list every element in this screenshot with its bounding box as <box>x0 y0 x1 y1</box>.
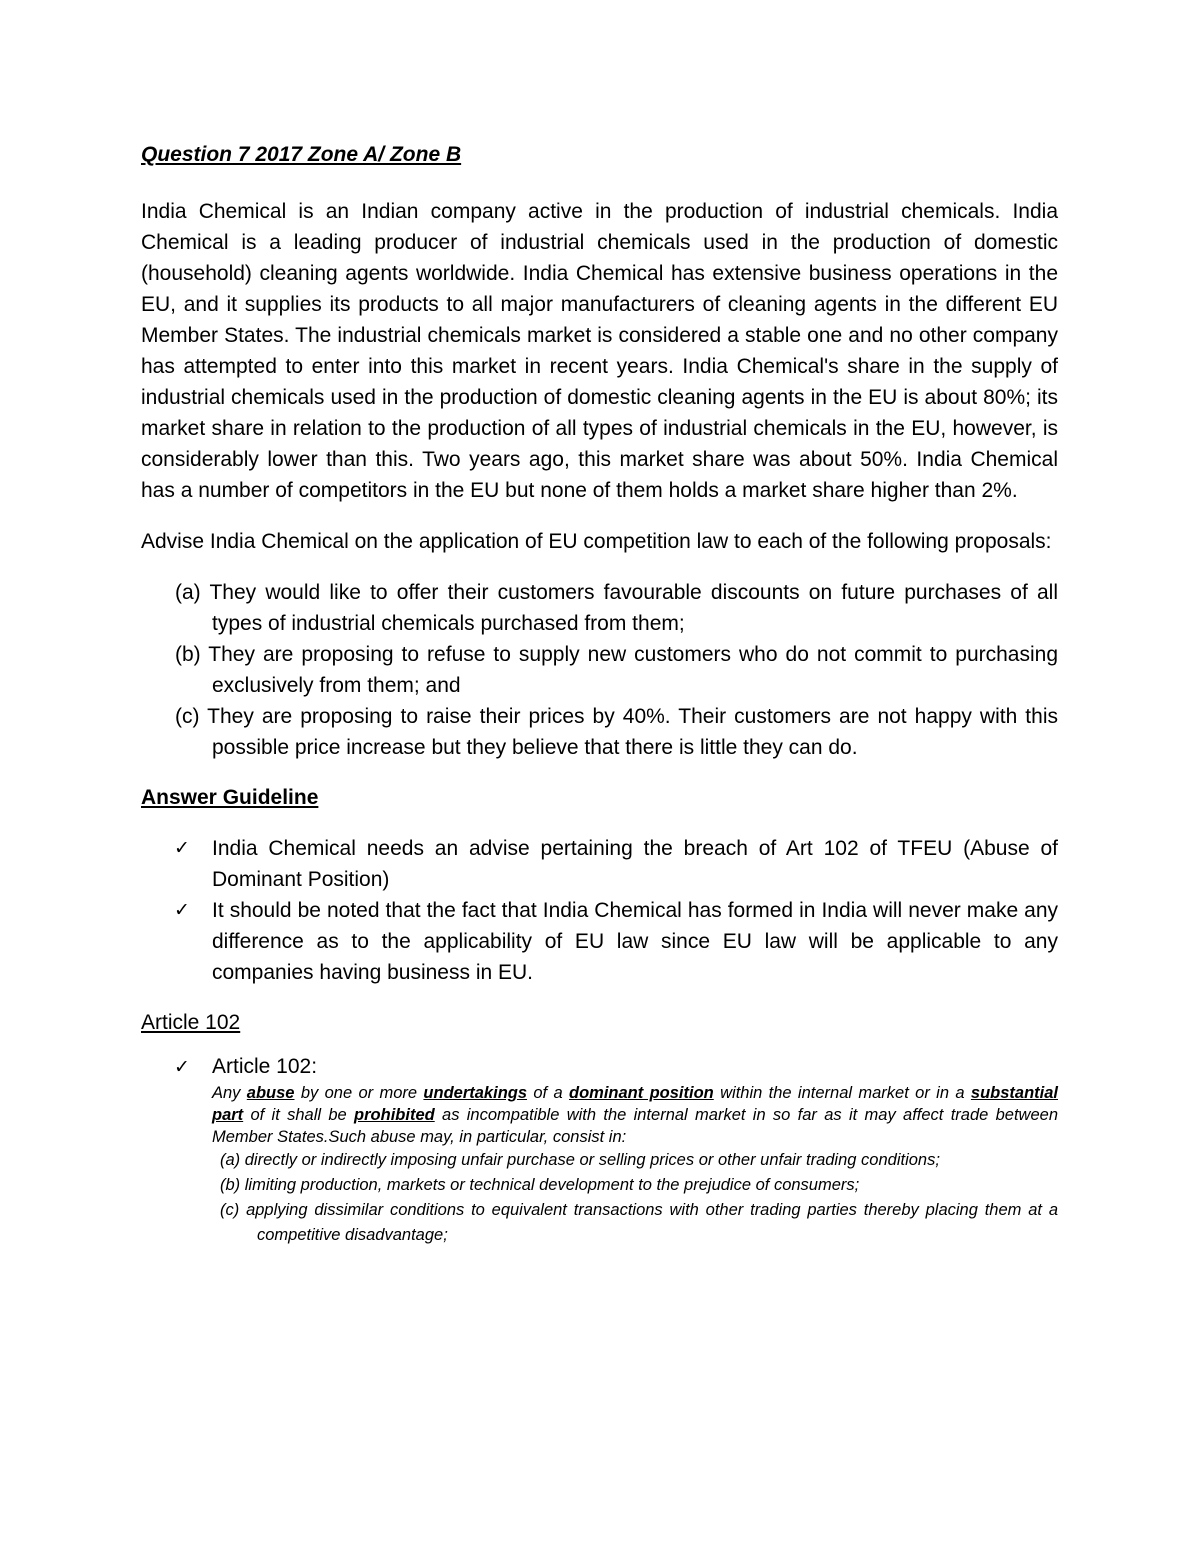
question-title: Question 7 2017 Zone A/ Zone B <box>141 143 462 166</box>
advise-paragraph: Advise India Chemical on the application of EU competition law to each of the following proposals: <box>141 530 1052 553</box>
keyword-substantial-part: substantial part <box>212 1084 1058 1124</box>
keyword-dominant-position: dominant position <box>569 1084 714 1102</box>
checkmark-icon: ✓ <box>174 1056 190 1078</box>
proposal-item: (a) They would like to offer their customers favourable discounts on future purchases of all types of industrial chemicals purchased from them; <box>175 581 1058 635</box>
article-sub-item: (b) limiting production, markets or technical development to the prejudice of consumers; <box>220 1176 860 1194</box>
article-sub-list <box>212 1148 1058 1248</box>
answer-points-list <box>141 833 1058 988</box>
answer-point <box>141 833 1058 895</box>
answer-guideline-heading: Answer Guideline <box>141 786 319 809</box>
article-quote: Any abuse by one or more undertakings of a dominant position within the internal market or in a substantial part of it shall be prohibited as incompatible with the internal market in so far as it may affect trade between Member States.Such abuse may, in particular, consist in: <box>212 1084 1058 1146</box>
intro-paragraph: India Chemical is an Indian company active in the production of industrial chemicals. India Chemical is a leading producer of industrial chemicals used in the production of domestic (household) cleaning agents worldwide. India Chemical has extensive business operations in the EU, and it supplies its products to all major manufacturers of cleaning agents in the different EU Member States. The industrial chemicals market is considered a stable one and no other company has attempted to enter into this market in recent years. India Chemical's share in the supply of industrial chemicals used in the production of domestic cleaning agents in the EU is about 80%; its market share in relation to the production of all types of industrial chemicals in the EU, however, is considerably lower than this. Two years ago, this market share was about 50%. India Chemical has a number of competitors in the EU but none of them holds a market share higher than 2%. <box>141 200 1058 502</box>
article-sub-item: (c) applying dissimilar conditions to equivalent transactions with other trading parties thereby placing them at a competitive disadvantage; <box>220 1201 1058 1244</box>
checkmark-icon: ✓ <box>174 899 190 921</box>
document-page <box>141 140 1058 1248</box>
article-label: Article 102: <box>212 1055 318 1078</box>
answer-point-text: India Chemical needs an advise pertaining the breach of Art 102 of TFEU (Abuse of Dominant Position) <box>212 837 1058 891</box>
proposal-list <box>141 577 1058 763</box>
article-sub-item: (a) directly or indirectly imposing unfair purchase or selling prices or other unfair trading conditions; <box>220 1151 940 1169</box>
proposal-item: (b) They are proposing to refuse to supply new customers who do not commit to purchasing exclusively from them; and <box>175 643 1058 697</box>
proposal-item: (c) They are proposing to raise their prices by 40%. Their customers are not happy with this possible price increase but they believe that there is little they can do. <box>175 705 1058 759</box>
keyword-abuse: abuse <box>246 1084 295 1102</box>
keyword-undertakings: undertakings <box>423 1084 528 1102</box>
article-list <box>141 1052 1058 1248</box>
checkmark-icon: ✓ <box>174 837 190 859</box>
answer-point <box>141 895 1058 988</box>
article-heading: Article 102 <box>141 1011 241 1034</box>
answer-point-text: It should be noted that the fact that India Chemical has formed in India will never make any difference as to the applicability of EU law since EU law will be applicable to any companies having business in EU. <box>212 899 1058 984</box>
keyword-prohibited: prohibited <box>354 1106 435 1124</box>
article-item <box>141 1052 1058 1248</box>
